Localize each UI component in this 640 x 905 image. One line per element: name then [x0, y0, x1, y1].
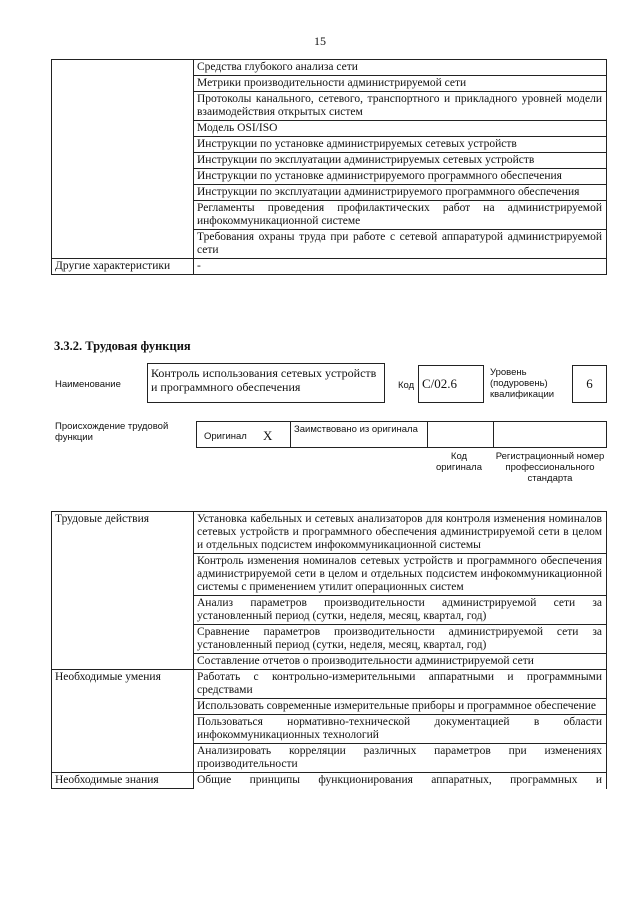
original-mark: X: [263, 428, 273, 443]
table-cell: Общие принципы функционирования аппаратных, программных и: [194, 773, 607, 789]
table-cell: Пользоваться нормативно-технической документацией в области инфокоммуникационных технологий: [194, 715, 607, 744]
group-label-labor-actions: Трудовые действия: [52, 512, 194, 670]
divider: [493, 422, 494, 447]
table-cell: Контроль изменения номиналов сетевых устройств и программного обеспечения администрируемой сети в целом и отдельных подсистем инфокоммуникационной системы с применением утилит операционных систем: [194, 554, 607, 596]
divider: [427, 422, 428, 447]
group-label-knowledge: Необходимые знания: [52, 773, 194, 789]
function-code-box: C/02.6: [418, 365, 484, 403]
borrowed-label: Заимствовано из оригинала: [294, 424, 418, 435]
table-cell: Инструкции по эксплуатации администрируемых сетевых устройств: [194, 153, 607, 169]
reg-number-caption: Регистрационный номер профессионального стандарта: [495, 451, 605, 484]
table-cell: Использовать современные измерительные приборы и программное обеспечение: [194, 699, 607, 715]
table-cell: Средства глубокого анализа сети: [194, 60, 607, 76]
level-value-box: 6: [572, 365, 607, 403]
table-cell: Инструкции по установке администрируемого программного обеспечения: [194, 169, 607, 185]
level-label: Уровень (подуровень) квалификации: [490, 367, 555, 400]
other-characteristics-label: Другие характеристики: [52, 259, 194, 275]
knowledge-table-continued: [51, 59, 607, 275]
table-cell: Анализировать корреляции различных параметров при изменениях производительности: [194, 744, 607, 773]
function-details-table: [51, 511, 607, 789]
code-original-caption: Код оригинала: [435, 451, 482, 473]
table-cell: Протоколы канального, сетевого, транспортного и прикладного уровней модели взаимодействия открытых систем: [194, 92, 607, 121]
table-cell: Составление отчетов о производительности администрируемой сети: [194, 654, 607, 670]
code-label: Код: [398, 380, 415, 391]
group-label-skills: Необходимые умения: [52, 670, 194, 773]
table-cell: Инструкции по установке администрируемых сетевых устройств: [194, 137, 607, 153]
origin-label: Происхождение трудовой функции: [55, 421, 169, 443]
function-name-box: Контроль использования сетевых устройств и программного обеспечения: [147, 363, 385, 403]
page-number: 15: [314, 34, 326, 48]
table-cell: Регламенты проведения профилактических работ на администрируемой инфокоммуникационной системе: [194, 201, 607, 230]
origin-box: [196, 421, 607, 448]
name-label: Наименование: [55, 379, 121, 390]
table-cell: Анализ параметров производительности администрируемой сети за установленный период (сутки, неделя, месяц, квартал, год): [194, 596, 607, 625]
table-cell: Модель OSI/ISO: [194, 121, 607, 137]
table-cell: Установка кабельных и сетевых анализаторов для контроля изменения номиналов сетевых устройств и программного обеспечения администрируемой сети в целом и отдельных подсистем инфокоммуникационной системы: [194, 512, 607, 554]
table-cell: Требования охраны труда при работе с сетевой аппаратурой администрируемой сети: [194, 230, 607, 259]
table-group-label-cell: [52, 60, 194, 259]
table-cell: Работать с контрольно-измерительными аппаратными и программными средствами: [194, 670, 607, 699]
table-cell: Инструкции по эксплуатации администрируемого программного обеспечения: [194, 185, 607, 201]
table-cell: Метрики производительности администрируемой сети: [194, 76, 607, 92]
other-characteristics-value: -: [194, 259, 607, 275]
section-title: 3.3.2. Трудовая функция: [54, 339, 191, 353]
original-label: Оригинал: [204, 431, 247, 442]
table-cell: Сравнение параметров производительности администрируемой сети за установленный период (сутки, неделя, месяц, квартал, год): [194, 625, 607, 654]
divider: [290, 422, 291, 447]
